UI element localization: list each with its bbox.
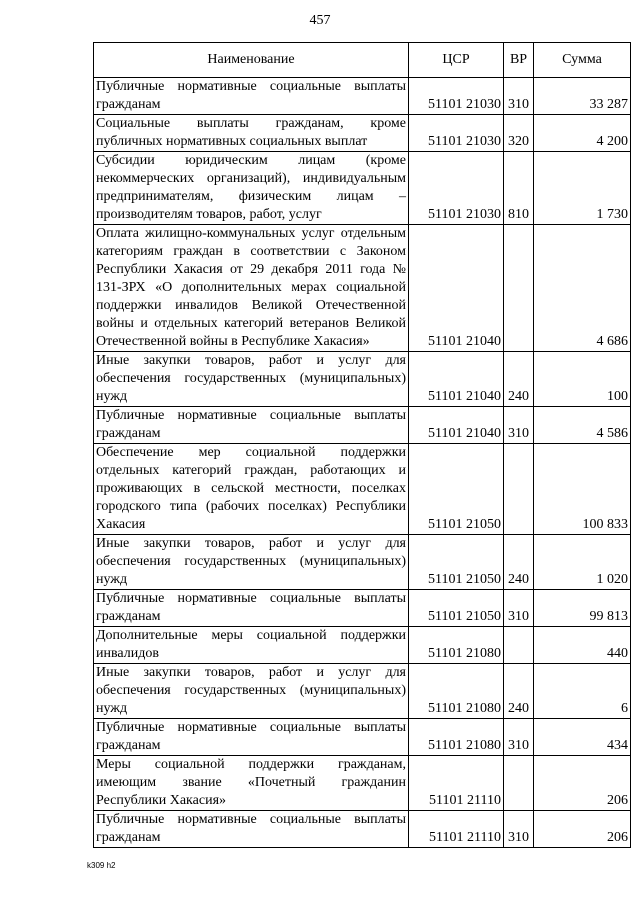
- row-name-cell: Иные закупки товаров, работ и услуг для обеспечения государственных (муниципальных) нужд: [94, 535, 409, 590]
- row-csr-cell: 51101 21050: [409, 590, 504, 627]
- row-vr-cell: 310: [504, 811, 534, 848]
- table-header-row: [94, 43, 631, 78]
- table-row: [94, 811, 631, 848]
- row-name-cell: Социальные выплаты гражданам, кроме публичных нормативных социальных выплат: [94, 115, 409, 152]
- budget-table: [93, 42, 631, 848]
- row-name-cell: Дополнительные меры социальной поддержки инвалидов: [94, 627, 409, 664]
- table-row: [94, 444, 631, 535]
- row-vr-cell: [504, 756, 534, 811]
- row-name-cell: Субсидии юридическим лицам (кроме некоммерческих организаций), индивидуальным предпринимателям, физическим лицам – производителям товаров, работ, услуг: [94, 152, 409, 225]
- row-vr-cell: 310: [504, 590, 534, 627]
- table-body: [94, 78, 631, 848]
- row-sum-cell: 1 730: [534, 152, 631, 225]
- row-vr-cell: 240: [504, 535, 534, 590]
- row-sum-cell: 1 020: [534, 535, 631, 590]
- row-csr-cell: 51101 21050: [409, 444, 504, 535]
- footer-code: k309 h2: [87, 861, 116, 870]
- table-row: [94, 407, 631, 444]
- page-number: 457: [309, 13, 331, 28]
- table-row: [94, 225, 631, 352]
- row-sum-cell: 206: [534, 811, 631, 848]
- row-vr-cell: 310: [504, 719, 534, 756]
- row-name-cell: Публичные нормативные социальные выплаты гражданам: [94, 590, 409, 627]
- row-name-cell: Иные закупки товаров, работ и услуг для обеспечения государственных (муниципальных) нужд: [94, 352, 409, 407]
- row-csr-cell: 51101 21040: [409, 352, 504, 407]
- row-csr-cell: 51101 21110: [409, 811, 504, 848]
- row-name-cell: Публичные нормативные социальные выплаты гражданам: [94, 78, 409, 115]
- row-vr-cell: 240: [504, 664, 534, 719]
- table-row: [94, 115, 631, 152]
- row-vr-cell: [504, 225, 534, 352]
- row-name-cell: Меры социальной поддержки гражданам, имеющим звание «Почетный гражданин Республики Хакасия»: [94, 756, 409, 811]
- row-vr-cell: [504, 444, 534, 535]
- row-csr-cell: 51101 21030: [409, 115, 504, 152]
- row-sum-cell: 100: [534, 352, 631, 407]
- row-name-cell: Обеспечение мер социальной поддержки отдельных категорий граждан, работающих и проживающих в сельской местности, поселках городского типа (рабочих поселках) Республики Хакасия: [94, 444, 409, 535]
- row-sum-cell: 99 813: [534, 590, 631, 627]
- table-row: [94, 756, 631, 811]
- row-sum-cell: 440: [534, 627, 631, 664]
- table-row: [94, 535, 631, 590]
- row-vr-cell: 310: [504, 78, 534, 115]
- table-row: [94, 78, 631, 115]
- column-header-name: Наименование: [94, 43, 409, 78]
- row-vr-cell: 810: [504, 152, 534, 225]
- row-sum-cell: 4 686: [534, 225, 631, 352]
- row-csr-cell: 51101 21110: [409, 756, 504, 811]
- row-csr-cell: 51101 21040: [409, 407, 504, 444]
- row-name-cell: Публичные нормативные социальные выплаты гражданам: [94, 811, 409, 848]
- row-csr-cell: 51101 21080: [409, 664, 504, 719]
- row-vr-cell: [504, 627, 534, 664]
- row-vr-cell: 320: [504, 115, 534, 152]
- budget-table-container: [93, 42, 631, 848]
- row-name-cell: Публичные нормативные социальные выплаты гражданам: [94, 407, 409, 444]
- table-row: [94, 719, 631, 756]
- row-csr-cell: 51101 21030: [409, 152, 504, 225]
- row-sum-cell: 4 200: [534, 115, 631, 152]
- row-csr-cell: 51101 21080: [409, 627, 504, 664]
- row-sum-cell: 4 586: [534, 407, 631, 444]
- table-row: [94, 664, 631, 719]
- row-sum-cell: 100 833: [534, 444, 631, 535]
- table-row: [94, 627, 631, 664]
- column-header-csr: ЦСР: [409, 43, 504, 78]
- column-header-sum: Сумма: [534, 43, 631, 78]
- row-name-cell: Оплата жилищно-коммунальных услуг отдельным категориям граждан в соответствии с Законом Республики Хакасия от 29 декабря 2011 года № 131-ЗРХ «О дополнительных мерах социальной поддержки инвалидов Великой Отечественной войны и отдельных категорий ветеранов Великой Отечественной войны в Республике Хакасия»: [94, 225, 409, 352]
- table-row: [94, 152, 631, 225]
- row-sum-cell: 33 287: [534, 78, 631, 115]
- row-csr-cell: 51101 21080: [409, 719, 504, 756]
- row-name-cell: Публичные нормативные социальные выплаты гражданам: [94, 719, 409, 756]
- table-row: [94, 590, 631, 627]
- row-csr-cell: 51101 21040: [409, 225, 504, 352]
- row-sum-cell: 434: [534, 719, 631, 756]
- row-sum-cell: 206: [534, 756, 631, 811]
- row-csr-cell: 51101 21030: [409, 78, 504, 115]
- row-name-cell: Иные закупки товаров, работ и услуг для обеспечения государственных (муниципальных) нужд: [94, 664, 409, 719]
- column-header-vr: ВР: [504, 43, 534, 78]
- table-row: [94, 352, 631, 407]
- row-sum-cell: 6: [534, 664, 631, 719]
- row-csr-cell: 51101 21050: [409, 535, 504, 590]
- row-vr-cell: 240: [504, 352, 534, 407]
- row-vr-cell: 310: [504, 407, 534, 444]
